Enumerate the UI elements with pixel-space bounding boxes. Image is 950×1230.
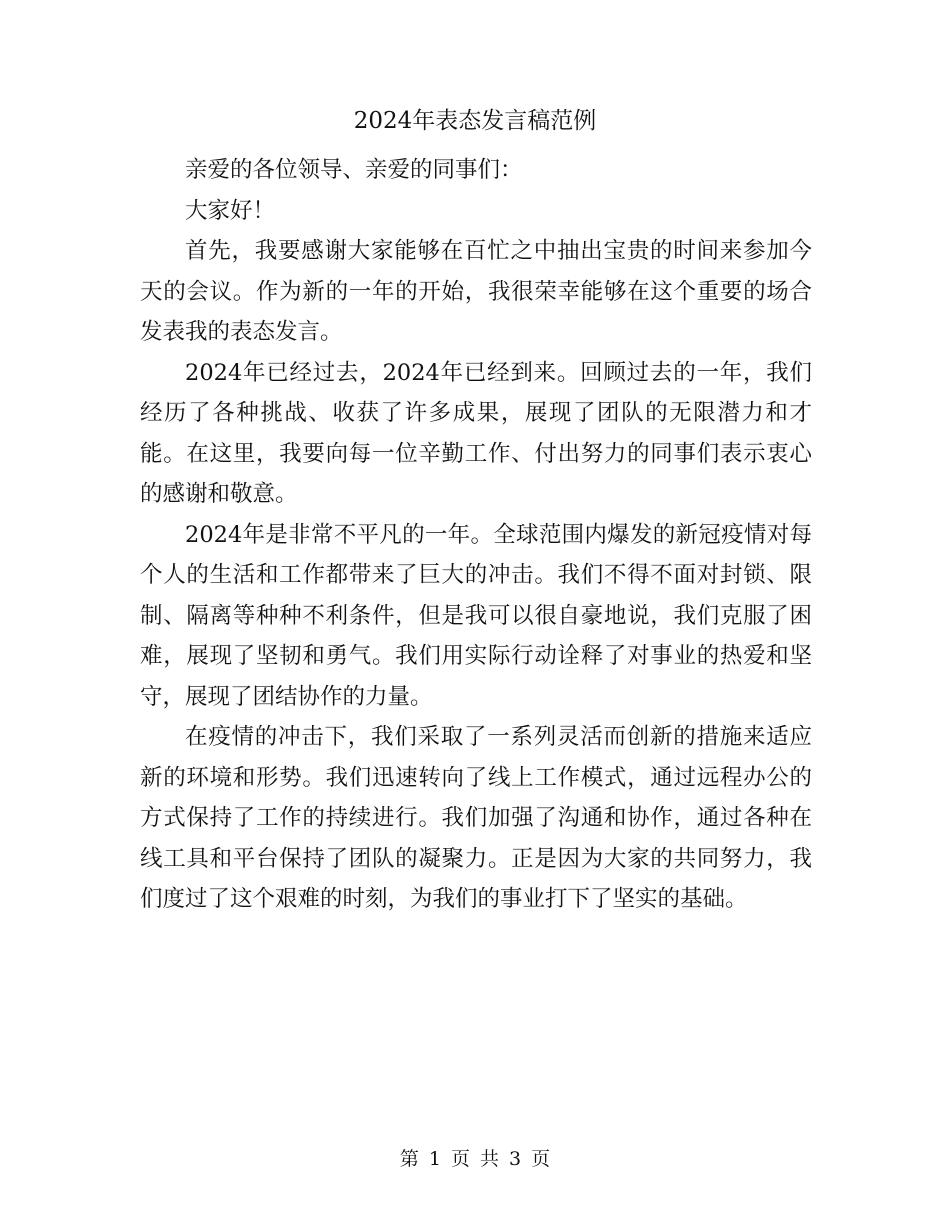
page-number-footer: 第 1 页 共 3 页	[399, 1148, 551, 1170]
body-paragraph: 首先，我要感谢大家能够在百忙之中抽出宝贵的时间来参加今天的会议。作为新的一年的开始，我很荣幸能够在这个重要的场合发表我的表态发言。	[140, 238, 812, 345]
document-title: 2024年表态发言稿范例	[353, 108, 597, 134]
body-paragraph: 在疫情的冲击下，我们采取了一系列灵活而创新的措施来适应新的环境和形势。我们迅速转向了线上工作模式，通过远程办公的方式保持了工作的持续进行。我们加强了沟通和协作，通过各种在线工具和平台保持了团队的凝聚力。正是因为大家的共同努力，我们度过了这个艰难的时刻，为我们的事业打下了坚实的基础。	[140, 724, 812, 912]
greeting: 大家好！	[185, 197, 276, 224]
body-paragraph: 2024年已经过去，2024年已经到来。回顾过去的一年，我们经历了各种挑战、收获了许多成果，展现了团队的无限潜力和才能。在这里，我要向每一位辛勤工作、付出努力的同事们表示衷心的感谢和敬意。	[140, 359, 812, 507]
body-paragraph: 2024年是非常不平凡的一年。全球范围内爆发的新冠疫情对每个人的生活和工作都带来了巨大的冲击。我们不得不面对封锁、限制、隔离等种种不利条件，但是我可以很自豪地说，我们克服了困难，展现了坚韧和勇气。我们用实际行动诠释了对事业的热爱和坚守，展现了团结协作的力量。	[140, 521, 812, 710]
document-body	[140, 150, 812, 920]
salutation: 亲爱的各位领导、亲爱的同事们：	[185, 157, 523, 183]
